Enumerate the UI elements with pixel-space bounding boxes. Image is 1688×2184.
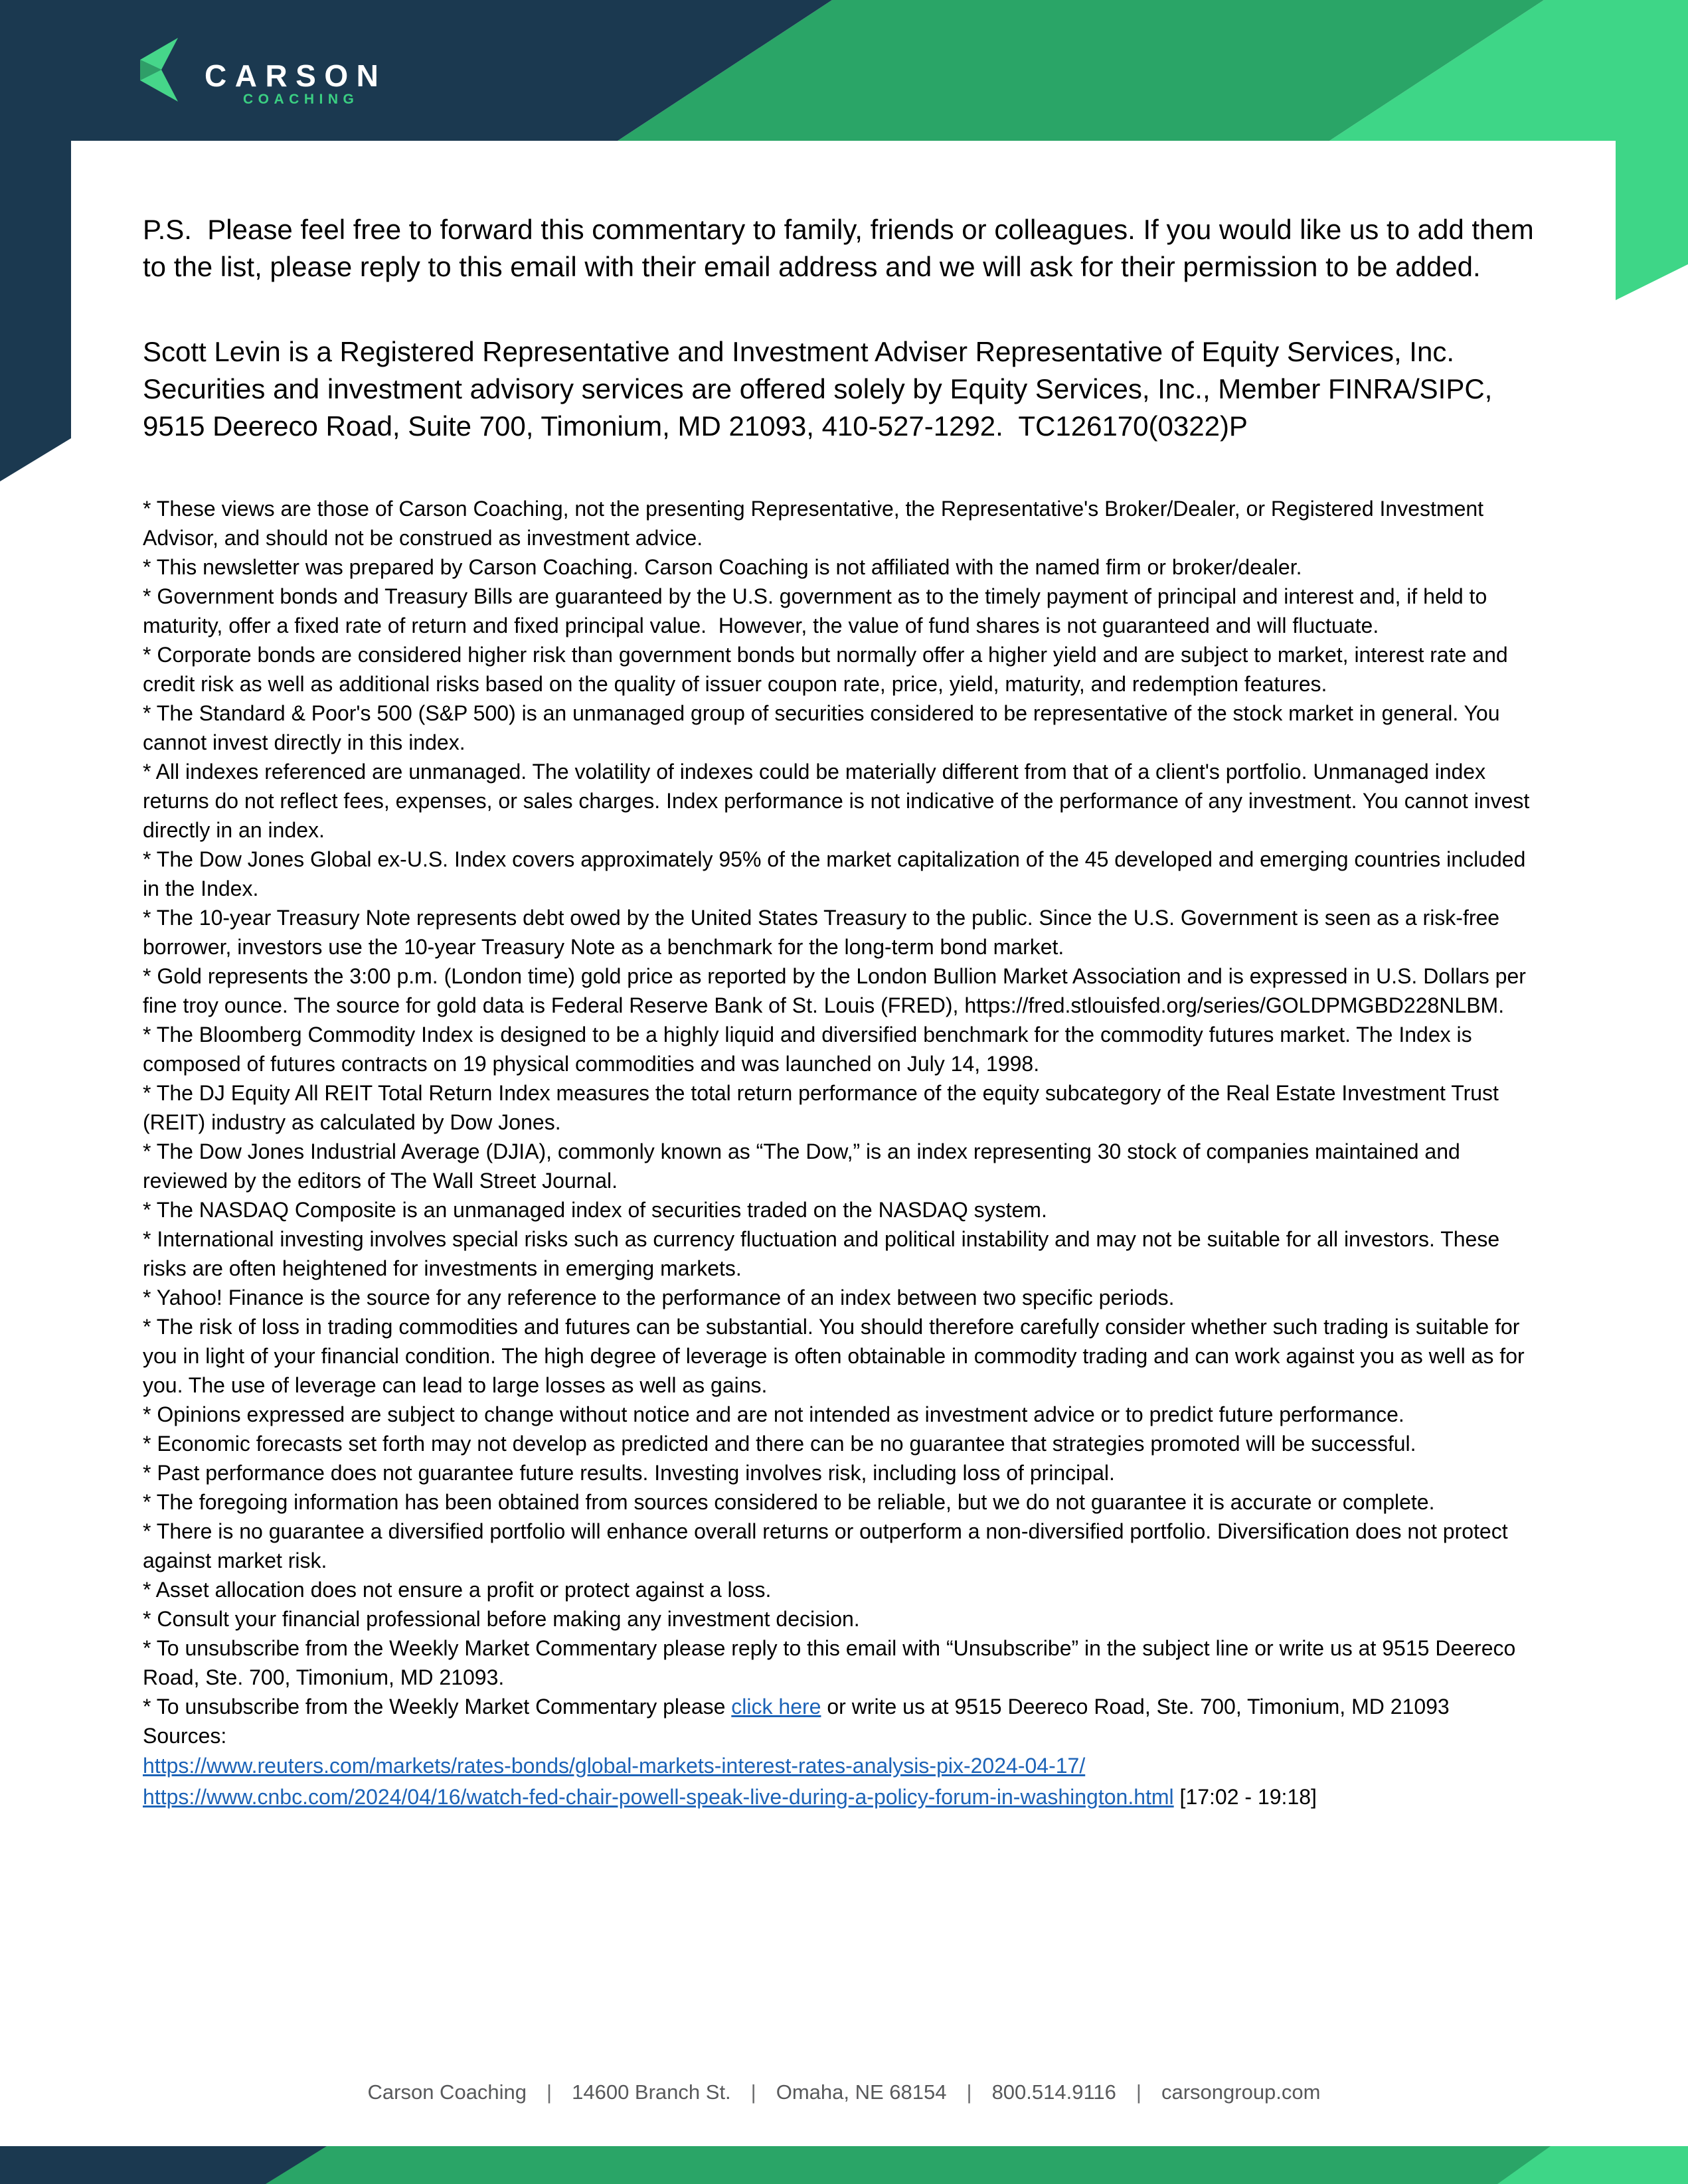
disclaimer-item: * This newsletter was prepared by Carson Coaching. Carson Coaching is not affiliated with the named firm or broker/dealer. <box>143 555 1302 579</box>
footer-line <box>0 2080 1688 2104</box>
disclaimer-item: * Gold represents the 3:00 p.m. (London time) gold price as reported by the London Bullion Market Association and is expressed in U.S. Dollars per fine troy ounce. The source for gold data is Federal Reserve Bank of St. Louis (FRED), https://fred.stlouisfed.org/series/GOLDPMGBD228NLBM. <box>143 964 1532 1017</box>
logo-sub-text: COACHING <box>243 92 359 107</box>
disclaimer-item-unsubscribe-link <box>143 1692 1547 1721</box>
disclaimer-item: * The Dow Jones Industrial Average (DJIA), commonly known as “The Dow,” is an index representing 30 stock of companies maintained and reviewed by the editors of The Wall Street Journal. <box>143 1139 1466 1193</box>
footer-separator: | <box>966 2080 972 2104</box>
disclaimer-item: * The risk of loss in trading commodities and futures can be substantial. You should therefore carefully consider whether such trading is suitable for you in light of your financial condition. The high degree of leverage is often obtainable in commodity trading and can work against you as well as for you. The use of leverage can lead to large losses as well as gains. <box>143 1315 1531 1397</box>
disclaimer-item: * The DJ Equity All REIT Total Return Index measures the total return performance of the equity subcategory of the Real Estate Investment Trust (REIT) industry as calculated by Dow Jones. <box>143 1081 1505 1134</box>
disclaimer-item: * There is no guarantee a diversified portfolio will enhance overall returns or outperform a non-diversified portfolio. Diversification does not protect against market risk. <box>143 1519 1514 1572</box>
sources-label: Sources: <box>143 1724 227 1748</box>
carson-chevron-icon <box>138 37 178 103</box>
disclaimer-item: * Past performance does not guarantee future results. Investing involves risk, including loss of principal. <box>143 1461 1115 1485</box>
disclaimer-item: * Opinions expressed are subject to change without notice and are not intended as investment advice or to predict future performance. <box>143 1402 1404 1426</box>
main-content <box>143 211 1547 1813</box>
footer-separator: | <box>547 2080 552 2104</box>
footer-item: Omaha, NE 68154 <box>776 2080 947 2104</box>
footer-item: carsongroup.com <box>1161 2080 1321 2104</box>
cnbc-source-link[interactable]: https://www.cnbc.com/2024/04/16/watch-fed-chair-powell-speak-live-during-a-policy-forum-in-washington.html <box>143 1785 1174 1809</box>
source-line-2 <box>143 1782 1547 1813</box>
disclaimer-item: * Yahoo! Finance is the source for any reference to the performance of an index between two specific periods. <box>143 1286 1175 1309</box>
disclaimer-item: * The Dow Jones Global ex-U.S. Index covers approximately 95% of the market capitalization of the 45 developed and emerging countries included in the Index. <box>143 847 1532 900</box>
ps-paragraph: P.S. Please feel free to forward this commentary to family, friends or colleagues. If you would like us to add them to the list, please reply to this email with their email address and we will ask for their permission to be added. <box>143 214 1542 282</box>
footer-separator: | <box>1136 2080 1141 2104</box>
disclaimer-item: * These views are those of Carson Coaching, not the presenting Representative, the Representative's Broker/Dealer, or Registered Investment Advisor, and should not be construed as investment advice. <box>143 497 1489 550</box>
reuters-source-link[interactable]: https://www.reuters.com/markets/rates-bonds/global-markets-interest-rates-analysis-pix-2024-04-17/ <box>143 1754 1086 1778</box>
disclaimer-item: * Corporate bonds are considered higher risk than government bonds but normally offer a higher yield and are subject to market, interest rate and credit risk as well as additional risks based on the quality of issuer coupon rate, price, yield, maturity, and redemption features. <box>143 643 1514 696</box>
disclaimer-list <box>143 494 1547 1692</box>
representative-disclosure-paragraph: Scott Levin is a Registered Representative and Investment Adviser Representative of Equity Services, Inc. Securities and investment advisory services are offered solely by Equity Services, Inc., Member FINRA/SIPC, 9515 Deereco Road, Suite 700, Timonium, MD 21093, 410-527-1292. TC126170(0322)P <box>143 336 1501 442</box>
disclaimer-item: * The NASDAQ Composite is an unmanaged index of securities traded on the NASDAQ system. <box>143 1198 1047 1222</box>
source-line-1 <box>143 1750 1547 1782</box>
disclaimer-item: * To unsubscribe from the Weekly Market Commentary please reply to this email with “Unsubscribe” in the subject line or write us at 9515 Deereco Road, Ste. 700, Timonium, MD 21093. <box>143 1636 1522 1689</box>
footer-item: 800.514.9116 <box>991 2080 1116 2104</box>
disclaimer-item: * The foregoing information has been obtained from sources considered to be reliable, but we do not guarantee it is accurate or complete. <box>143 1490 1435 1514</box>
disclaimer-item: * The Standard & Poor's 500 (S&P 500) is an unmanaged group of securities considered to be representative of the stock market in general. You cannot invest directly in this index. <box>143 701 1506 754</box>
disclaimer-item: * Consult your financial professional before making any investment decision. <box>143 1607 860 1631</box>
source-timestamp: [17:02 - 19:18] <box>1173 1785 1317 1809</box>
disclaimer-item: * Economic forecasts set forth may not develop as predicted and there can be no guarantee that strategies promoted will be successful. <box>143 1432 1416 1456</box>
unsubscribe-text-after: or write us at 9515 Deereco Road, Ste. 700, Timonium, MD 21093 <box>821 1695 1450 1719</box>
unsubscribe-text-before: * To unsubscribe from the Weekly Market Commentary please <box>143 1695 732 1719</box>
click-here-link[interactable]: click here <box>731 1695 821 1719</box>
disclaimer-item: * Asset allocation does not ensure a profit or protect against a loss. <box>143 1578 772 1602</box>
disclaimer-item: * All indexes referenced are unmanaged. The volatility of indexes could be materially different from that of a client's portfolio. Unmanaged index returns do not reflect fees, expenses, or sales charges. Index performance is not indicative of the performance of any investment. You cannot invest directly in an index. <box>143 760 1536 842</box>
logo-brand-text: CARSON <box>205 58 387 93</box>
disclaimer-item: * International investing involves special risks such as currency fluctuation and political instability and may not be suitable for all investors. These risks are often heightened for investments in emerging markets. <box>143 1227 1506 1280</box>
footer-separator: | <box>750 2080 756 2104</box>
footer-item: Carson Coaching <box>367 2080 527 2104</box>
disclaimer-item: * The Bloomberg Commodity Index is designed to be a highly liquid and diversified benchmark for the commodity futures market. The Index is composed of futures contracts on 19 physical commodities and was launched on July 14, 1998. <box>143 1023 1478 1076</box>
disclaimer-item: * Government bonds and Treasury Bills are guaranteed by the U.S. government as to the timely payment of principal and interest and, if held to maturity, offer a fixed rate of return and fixed principal value. However, the value of fund shares is not guaranteed and will fluctuate. <box>143 584 1493 637</box>
carson-coaching-logo <box>138 37 457 113</box>
footer-item: 14600 Branch St. <box>572 2080 731 2104</box>
disclaimer-item: * The 10-year Treasury Note represents debt owed by the United States Treasury to the public. Since the U.S. Government is seen as a risk-free borrower, investors use the 10-year Treasury Note as a benchmark for the long-term bond market. <box>143 906 1505 959</box>
